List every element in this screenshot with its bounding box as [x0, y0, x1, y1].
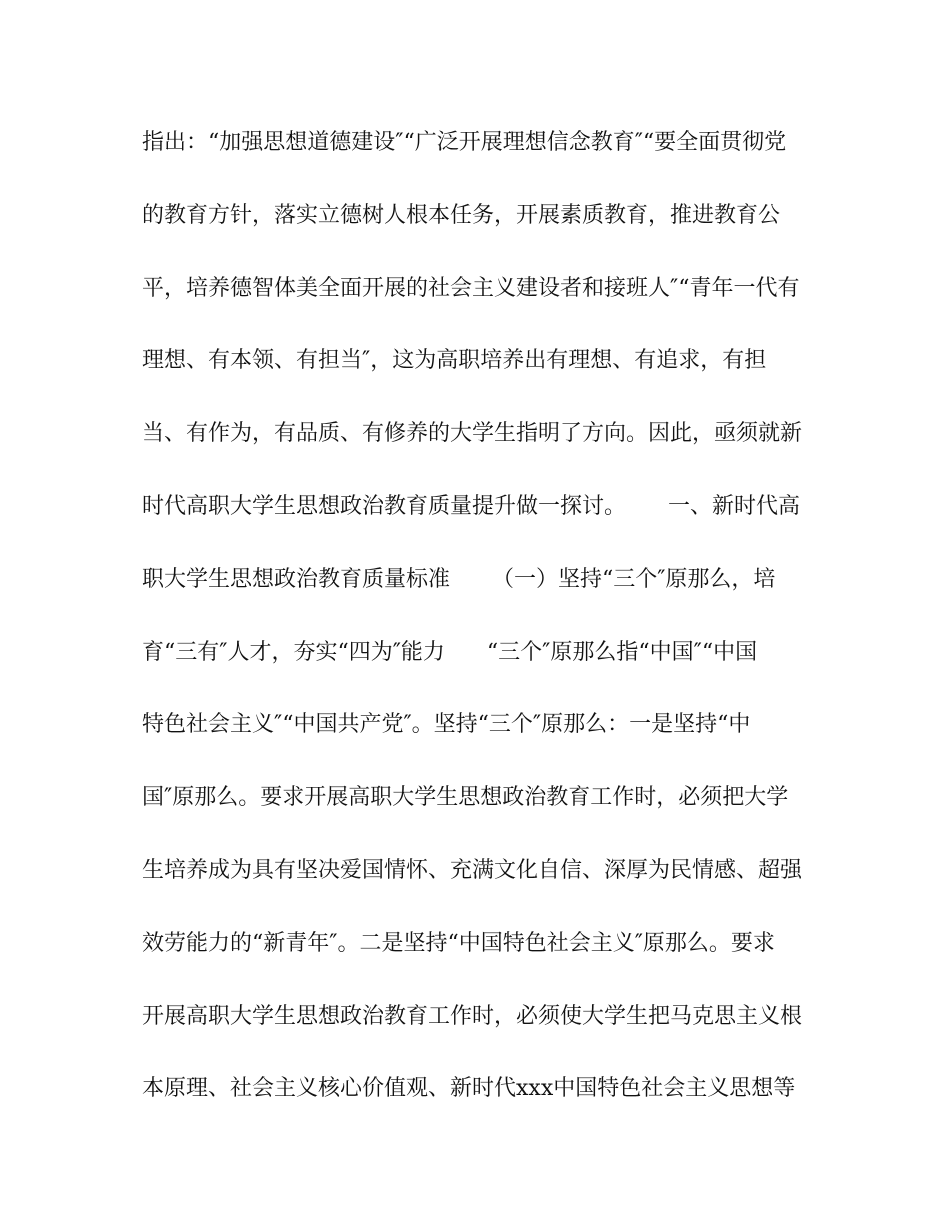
body-text	[142, 121, 822, 1140]
text-line: 开展高职大学生思想政治教育工作时，必须使大学生把马克思主义根	[142, 1003, 803, 1029]
text-line: 特色社会主义″“中国共产党″。坚持“三个″原那么：一是坚持“中	[142, 712, 751, 738]
text-line: 职大学生思想政治教育质量标准 （一）坚持“三个″原那么，培	[142, 566, 776, 592]
text-line: 本原理、社会主义核心价值观、新时代xxx中国特色社会主义思想等	[142, 1076, 796, 1102]
text-line: 国″原那么。要求开展高职大学生思想政治教育工作时，必须把大学	[142, 785, 789, 811]
text-line: 指出：“加强思想道德建设″“广泛开展理想信念教育″“要全面贯彻党	[142, 130, 787, 155]
text-line: 理想、有本领、有担当″，这为高职培养出有理想、有追求，有担	[142, 348, 767, 374]
text-line: 平，培养德智体美全面开展的社会主义建设者和接班人″“青年一代有	[142, 275, 800, 301]
text-line: 效劳能力的“新青年″。二是坚持“中国特色社会主义″原那么。要求	[142, 930, 775, 956]
text-line: 当、有作为，有品质、有修养的大学生指明了方向。因此，亟须就新	[142, 421, 803, 447]
text-line: 生培养成为具有坚决爱国情怀、充满文化自信、深厚为民情感、超强	[142, 857, 803, 883]
text-line: 育“三有″人才，夯实“四为″能力 “三个″原那么指“中国″“中国	[142, 639, 758, 665]
text-line: 的教育方针，落实立德树人根本任务，开展素质教育，推进教育公	[142, 202, 781, 228]
text-line: 时代高职大学生思想政治教育质量提升做一探讨。 一、新时代高	[142, 493, 800, 519]
